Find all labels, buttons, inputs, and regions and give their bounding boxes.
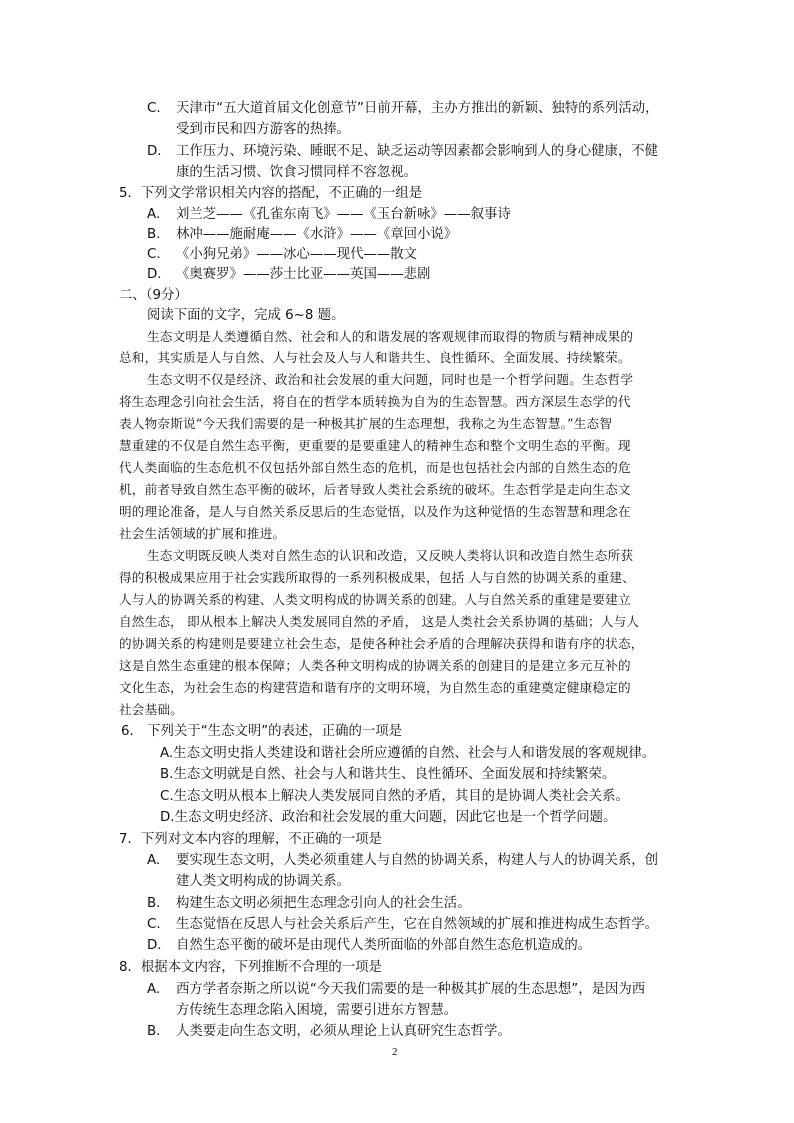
q7-option-c-letter: C. [147, 917, 161, 932]
q8-option-a-letter: A. [147, 982, 161, 997]
passage-p2-line: 生态文明不仅是经济、政治和社会发展的重大问题，同时也是一个哲学问题。生态哲学 [147, 372, 634, 387]
passage-p1-line: 总和，其实质是人与自然、人与社会及人与人和谐共生、良性循环、全面发展、持续繁荣。 [119, 350, 631, 365]
q4-option-d-line2: 康的生活习惯、饮食习惯同样不容忽视。 [176, 165, 418, 180]
q4-option-d-line1: 工作压力、环境污染、睡眠不足、缺乏运动等因素都会影响到人的身心健康，不健 [176, 144, 659, 159]
q7-stem: 7．下列对文本内容的理解，不正确的一项是 [119, 832, 382, 847]
passage-p3-line: 生态文明既反映人类对自然生态的认识和改造，又反映人类将认识和改造自然生态所获 [147, 548, 634, 563]
q5-stem: 5．下列文学常识相关内容的搭配，不正确的一组是 [119, 186, 423, 201]
passage-p3-line: 人与人的协调关系的构建、人类文明构成的协调关系的创建。人与自然关系的重建是要建立 [119, 592, 631, 607]
passage-p3-line: 社会基础。 [119, 702, 183, 717]
q7-option-a-line1: 要实现生态文明，人类必须重建人与自然的协调关系，构建人与人的协调关系，创 [176, 853, 659, 868]
q7-option-d-text: 自然生态平衡的破坏是由现代人类所面临的外部自然生态危机造成的。 [176, 938, 592, 953]
section2-heading: 二、（9分） [119, 288, 188, 303]
q5-option-d-letter: D. [147, 267, 162, 282]
q8-option-a-line1: 西方学者奈斯之所以说“今天我们需要的是一种极其扩展的生态思想”，是因为西 [176, 982, 646, 997]
q7-option-d-letter: D. [147, 938, 162, 953]
q6-option-d: D.生态文明史经济、政治和社会发展的重大问题，因此它也是一个哲学问题。 [160, 810, 617, 825]
q7-option-a-line2: 建人类文明构成的协调关系。 [176, 874, 351, 889]
q4-option-c-letter: C. [147, 101, 161, 116]
passage-p2-line: 慧重建的不仅是自然生态平衡，更重要的是要重建人的精神生态和整个文明生态的平衡。现 [119, 438, 631, 453]
passage-p1-line: 生态文明是人类遵循自然、社会和人的和谐发展的客观规律而取得的物质与精神成果的 [147, 329, 634, 344]
passage-p3-line: 这是自然生态重建的根本保障；人类各种文明构成的协调关系的创建目的是建立多元互补的 [119, 658, 631, 673]
q8-stem: 8．根据本文内容，下列推断不合理的一项是 [119, 960, 382, 975]
q7-option-b-letter: B. [147, 896, 161, 911]
q5-option-c-text: 《小狗兄弟》——冰心——现代——散文 [176, 247, 418, 262]
q5-option-c-letter: C. [147, 247, 161, 262]
passage-p3-line: 文化生态，为社会生态的构建营造和谐有序的文明环境，为自然生态的重建奠定健康稳定的 [119, 680, 631, 695]
q6-option-c: C.生态文明从根本上解决人类发展同自然的矛盾，其目的是协调人类社会关系。 [160, 789, 629, 804]
passage-p2-line: 社会生活领域的扩展和推进。 [119, 526, 286, 541]
q7-option-b-text: 构建生态文明必须把生态理念引向人的社会生活。 [176, 896, 471, 911]
q8-option-b-text: 人类要走向生态文明，必须从理论上认真研究生态哲学。 [176, 1024, 511, 1039]
q8-option-a-line2: 方传统生态理念陷入困境，需要引进东方智慧。 [176, 1003, 458, 1018]
q4-option-c-line2: 受到市民和四方游客的热捧。 [176, 122, 351, 137]
q4-option-c-line1: 天津市“五大道首届文化创意节”日前开幕，主办方推出的新颖、独特的系列活动， [176, 101, 659, 116]
q7-option-c-text: 生态觉悟在反思人与社会关系后产生，它在自然领域的扩展和推进构成生态哲学。 [176, 917, 659, 932]
passage-p2-line: 明的理论准备，是人与自然关系反思后的生态觉悟，以及作为这种觉悟的生态智慧和理念在 [119, 504, 631, 519]
q6-stem: 6． 下列关于“生态文明”的表述，正确的一项是 [121, 724, 403, 739]
q7-option-a-letter: A. [147, 853, 161, 868]
passage-p3-line: 得的积极成果应用于社会实践所取得的一系列积极成果，包括 人与自然的协调关系的重建、 [119, 570, 635, 585]
q5-option-a-letter: A. [147, 207, 161, 222]
passage-p2-line: 代人类面临的生态危机不仅包括外部自然生态的危机，而是也包括社会内部的自然生态的危 [119, 460, 631, 475]
passage-p3-line: 的协调关系的构建则是要建立社会生态，是使各种社会矛盾的合理解决获得和谐有序的状态， [119, 636, 644, 651]
section2-intro: 阅读下面的文字，完成 6~8 题。 [147, 308, 345, 323]
passage-p2-line: 机，前者导致自然生态平衡的破坏，后者导致人类社会系统的破坏。生态哲学是走向生态文 [119, 482, 631, 497]
q8-option-b-letter: B. [147, 1024, 161, 1039]
q6-option-b: B.生态文明就是自然、社会与人和谐共生、良性循环、全面发展和持续繁荣。 [160, 767, 616, 782]
page-number: 2 [392, 1046, 398, 1058]
passage-p3-line: 自然生态， 即从根本上解决人类发展同自然的矛盾， 这是人类社会关系协调的基础；人与人 [119, 614, 640, 629]
passage-p2-line: 将生态理念引向社会生活，将自在的哲学本质转换为自为的生态智慧。西方深层生态学的代 [119, 394, 631, 409]
passage-p2-line: 表人物奈斯说“今天我们需要的是一种极其扩展的生态理想，我称之为生态智慧。”生态智 [119, 416, 613, 431]
q5-option-b-letter: B. [147, 227, 161, 242]
q5-option-a-text: 刘兰芝——《孔雀东南飞》——《玉台新咏》——叙事诗 [176, 207, 511, 222]
q5-option-b-text: 林冲——施耐庵——《水浒》——《章回小说》 [176, 227, 458, 242]
q5-option-d-text: 《奥赛罗》——莎士比亚——英国——悲剧 [176, 267, 431, 282]
q4-option-d-letter: D. [147, 144, 162, 159]
q6-option-a: A.生态文明史指人类建设和谐社会所应遵循的自然、社会与人和谐发展的客观规律。 [160, 746, 656, 761]
